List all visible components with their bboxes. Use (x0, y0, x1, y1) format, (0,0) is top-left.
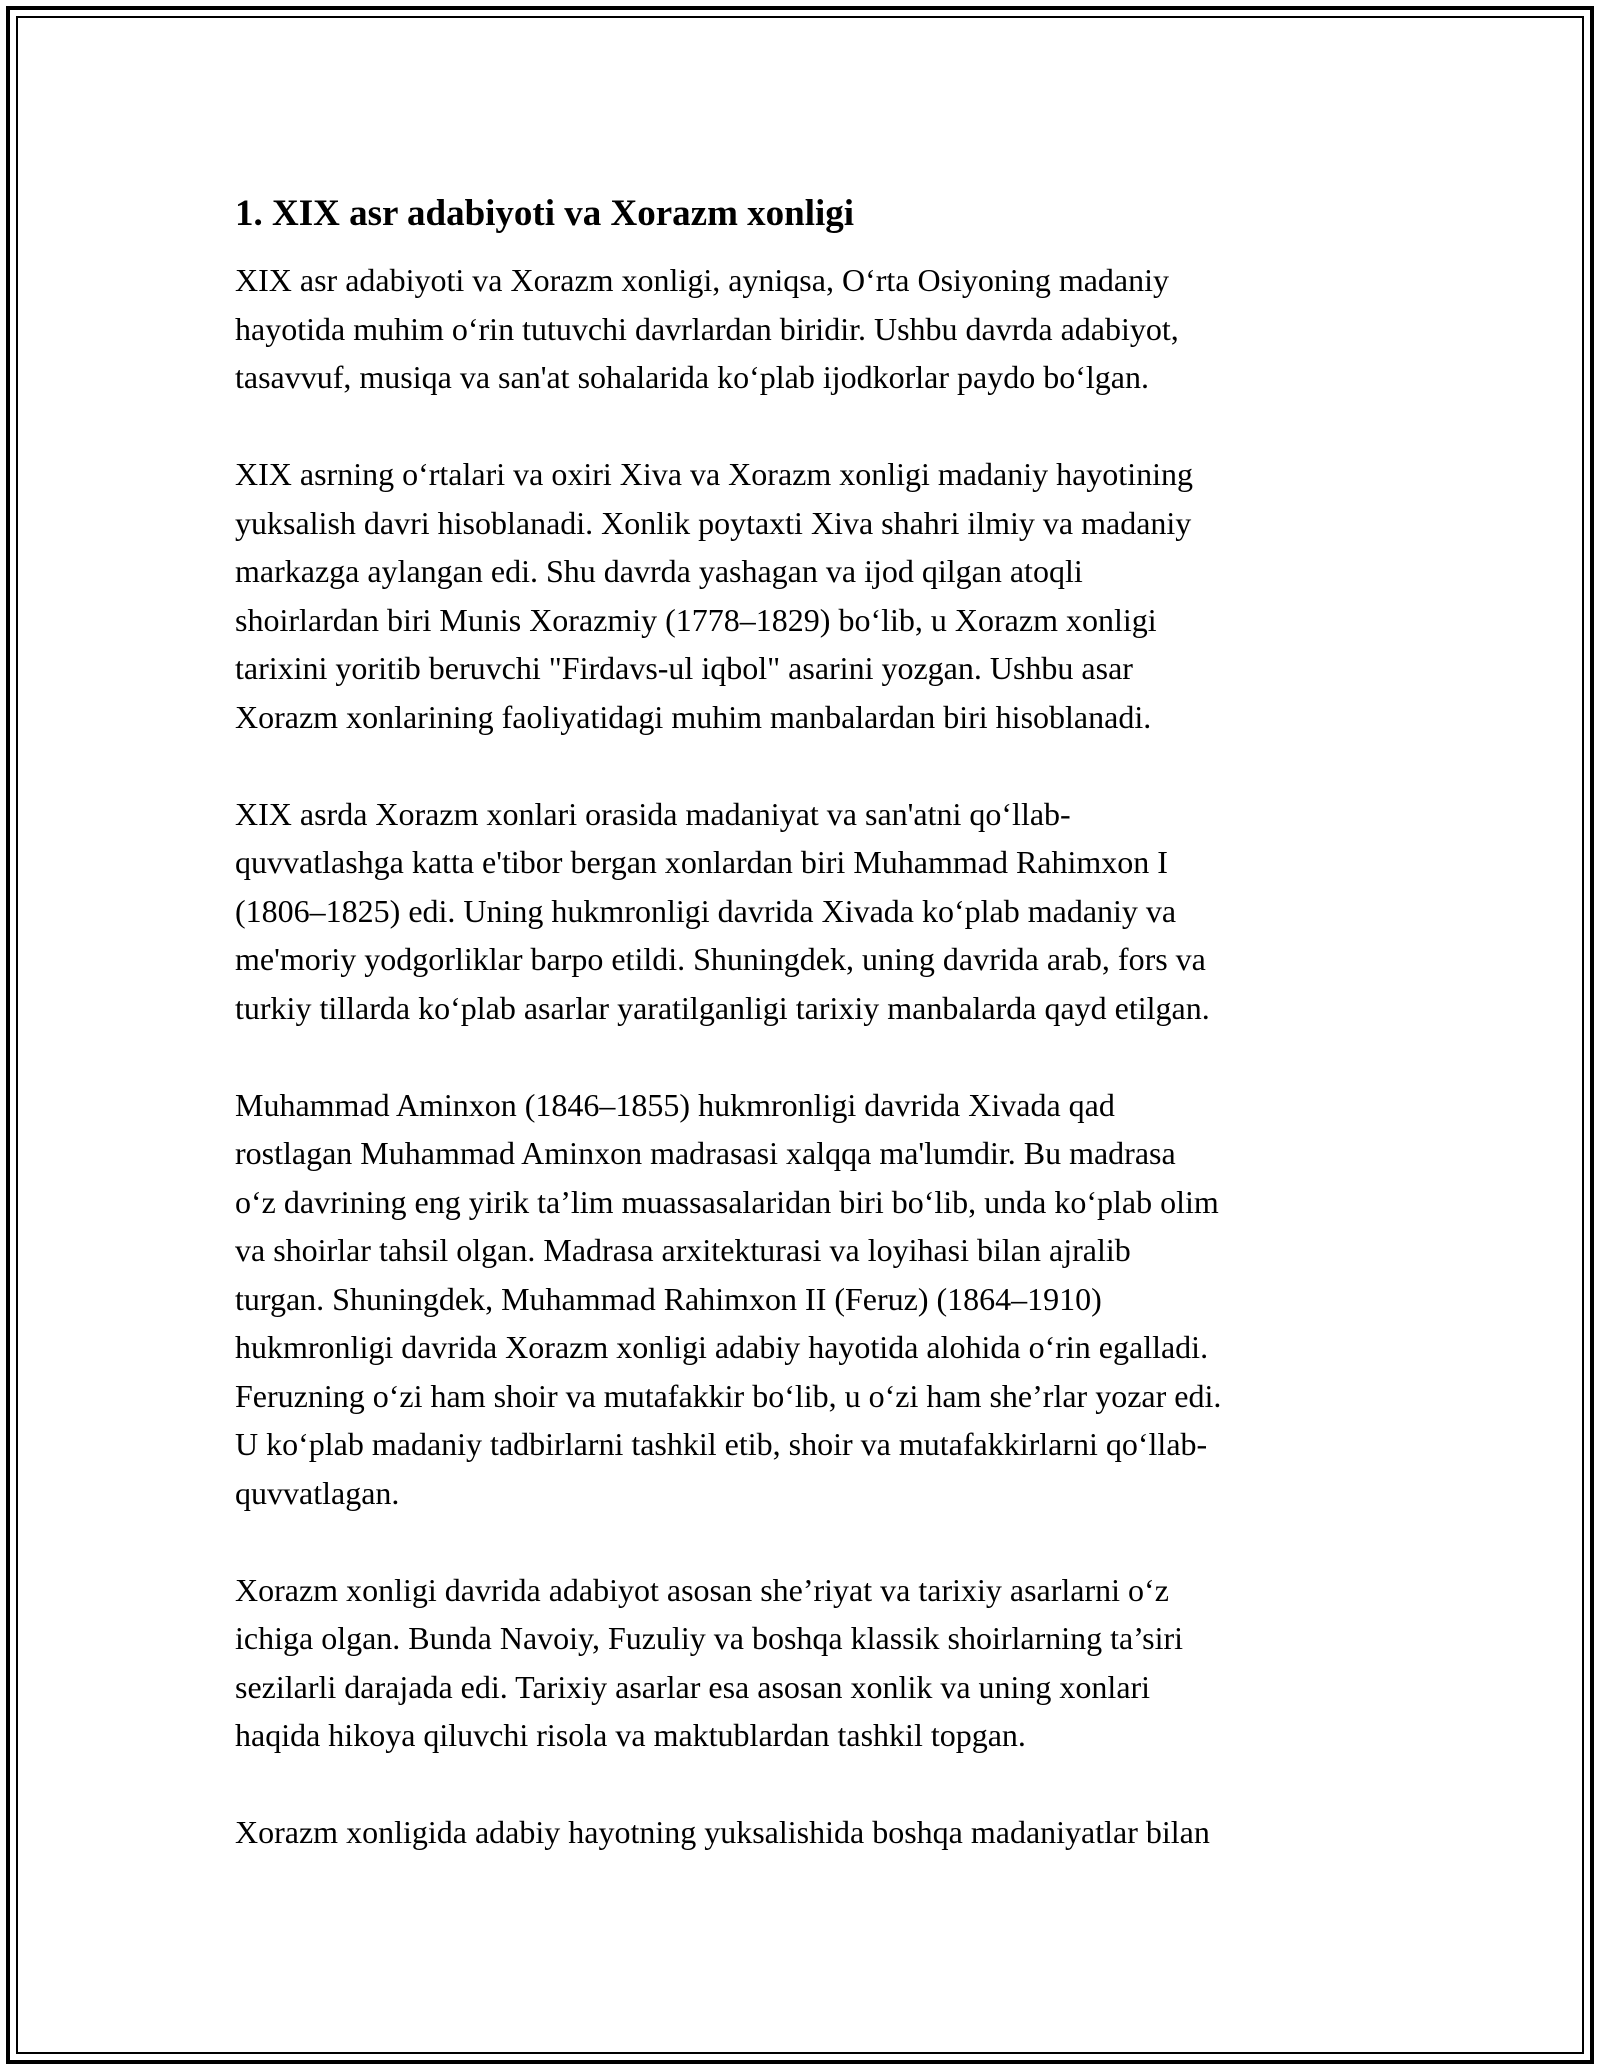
text-line: (1806–1825) edi. Uning hukmronligi davrida Xivada ko‘plab madaniy va (235, 892, 1177, 929)
text-line: quvvatlagan. (235, 1474, 400, 1511)
text-line: Xorazm xonlarining faoliyatidagi muhim manbalardan biri hisoblanadi. (235, 698, 1152, 735)
text-line: hayotida muhim o‘rin tutuvchi davrlardan biridir. Ushbu davrda adabiyot, (235, 310, 1179, 347)
text-line: va shoirlar tahsil olgan. Madrasa arxitekturasi va loyihasi bilan ajralib (235, 1232, 1131, 1268)
text-line: me'moriy yodgorliklar barpo etildi. Shuningdek, uning davrida arab, fors va (235, 941, 1206, 977)
text-line: XIX asr adabiyoti va Xorazm xonligi, ayniqsa, O‘rta Osiyoning madaniy (235, 262, 1169, 298)
text-line: turgan. Shuningdek, Muhammad Rahimxon II (Feruz) (1864–1910) (235, 1280, 1102, 1317)
section-heading: 1. XIX asr adabiyoti va Xorazm xonligi (235, 193, 855, 234)
text-line: haqida hikoya qiluvchi risola va maktublardan tashkil topgan. (235, 1717, 1026, 1753)
text-line: Xorazm xonligida adabiy hayotning yuksalishida boshqa madaniyatlar bilan (235, 1814, 1210, 1850)
text-line: o‘z davrining eng yirik ta’lim muassasalaridan biri bo‘lib, unda ko‘plab olim (235, 1183, 1219, 1220)
paragraph (235, 1566, 1375, 1760)
text-line: XIX asrda Xorazm xonlari orasida madaniyat va san'atni qo‘llab- (235, 795, 1071, 832)
text-line: shoirlardan biri Munis Xorazmiy (1778–1829) bo‘lib, u Xorazm xonligi (235, 601, 1157, 638)
paragraph (235, 450, 1375, 741)
text-line: hukmronligi davrida Xorazm xonligi adabiy hayotida alohida o‘rin egalladi. (235, 1329, 1209, 1365)
text-line: quvvatlashga katta e'tibor bergan xonlardan biri Muhammad Rahimxon I (235, 844, 1168, 880)
text-line: rostlagan Muhammad Aminxon madrasasi xalqqa ma'lumdir. Bu madrasa (235, 1135, 1176, 1171)
paragraph (235, 790, 1375, 1033)
text-line: tasavvuf, musiqa va san'at sohalarida ko‘plab ijodkorlar paydo bo‘lgan. (235, 359, 1149, 395)
text-line: U ko‘plab madaniy tadbirlarni tashkil etib, shoir va mutafakkirlarni qo‘llab- (235, 1426, 1208, 1462)
paragraph-list (235, 256, 1375, 1857)
document-body (235, 186, 1375, 1905)
text-line: Xorazm xonligi davrida adabiyot asosan she’riyat va tarixiy asarlarni o‘z (235, 1571, 1169, 1608)
text-line: turkiy tillarda ko‘plab asarlar yaratilganligi tarixiy manbalarda qayd etilgan. (235, 989, 1210, 1026)
text-line: yuksalish davri hisoblanadi. Xonlik poytaxti Xiva shahri ilmiy va madaniy (235, 504, 1192, 541)
text-line: ichiga olgan. Bunda Navoiy, Fuzuliy va boshqa klassik shoirlarning ta’siri (235, 1620, 1183, 1656)
text-line: XIX asrning o‘rtalari va oxiri Xiva va Xorazm xonligi madaniy hayotining (235, 456, 1193, 492)
text-line: Muhammad Aminxon (1846–1855) hukmronligi davrida Xivada qad (235, 1086, 1115, 1123)
paragraph (235, 1808, 1375, 1857)
text-line: Feruzning o‘zi ham shoir va mutafakkir bo‘lib, u o‘zi ham she’rlar yozar edi. (235, 1377, 1222, 1414)
text-line: sezilarli darajada edi. Tarixiy asarlar esa asosan xonlik va uning xonlari (235, 1668, 1151, 1705)
text-line: tarixini yoritib beruvchi "Firdavs-ul iqbol" asarini yozgan. Ushbu asar (235, 650, 1133, 686)
text-line: markazga aylangan edi. Shu davrda yashagan va ijod qilgan atoqli (235, 553, 1083, 589)
paragraph (235, 1081, 1375, 1518)
paragraph (235, 256, 1375, 402)
